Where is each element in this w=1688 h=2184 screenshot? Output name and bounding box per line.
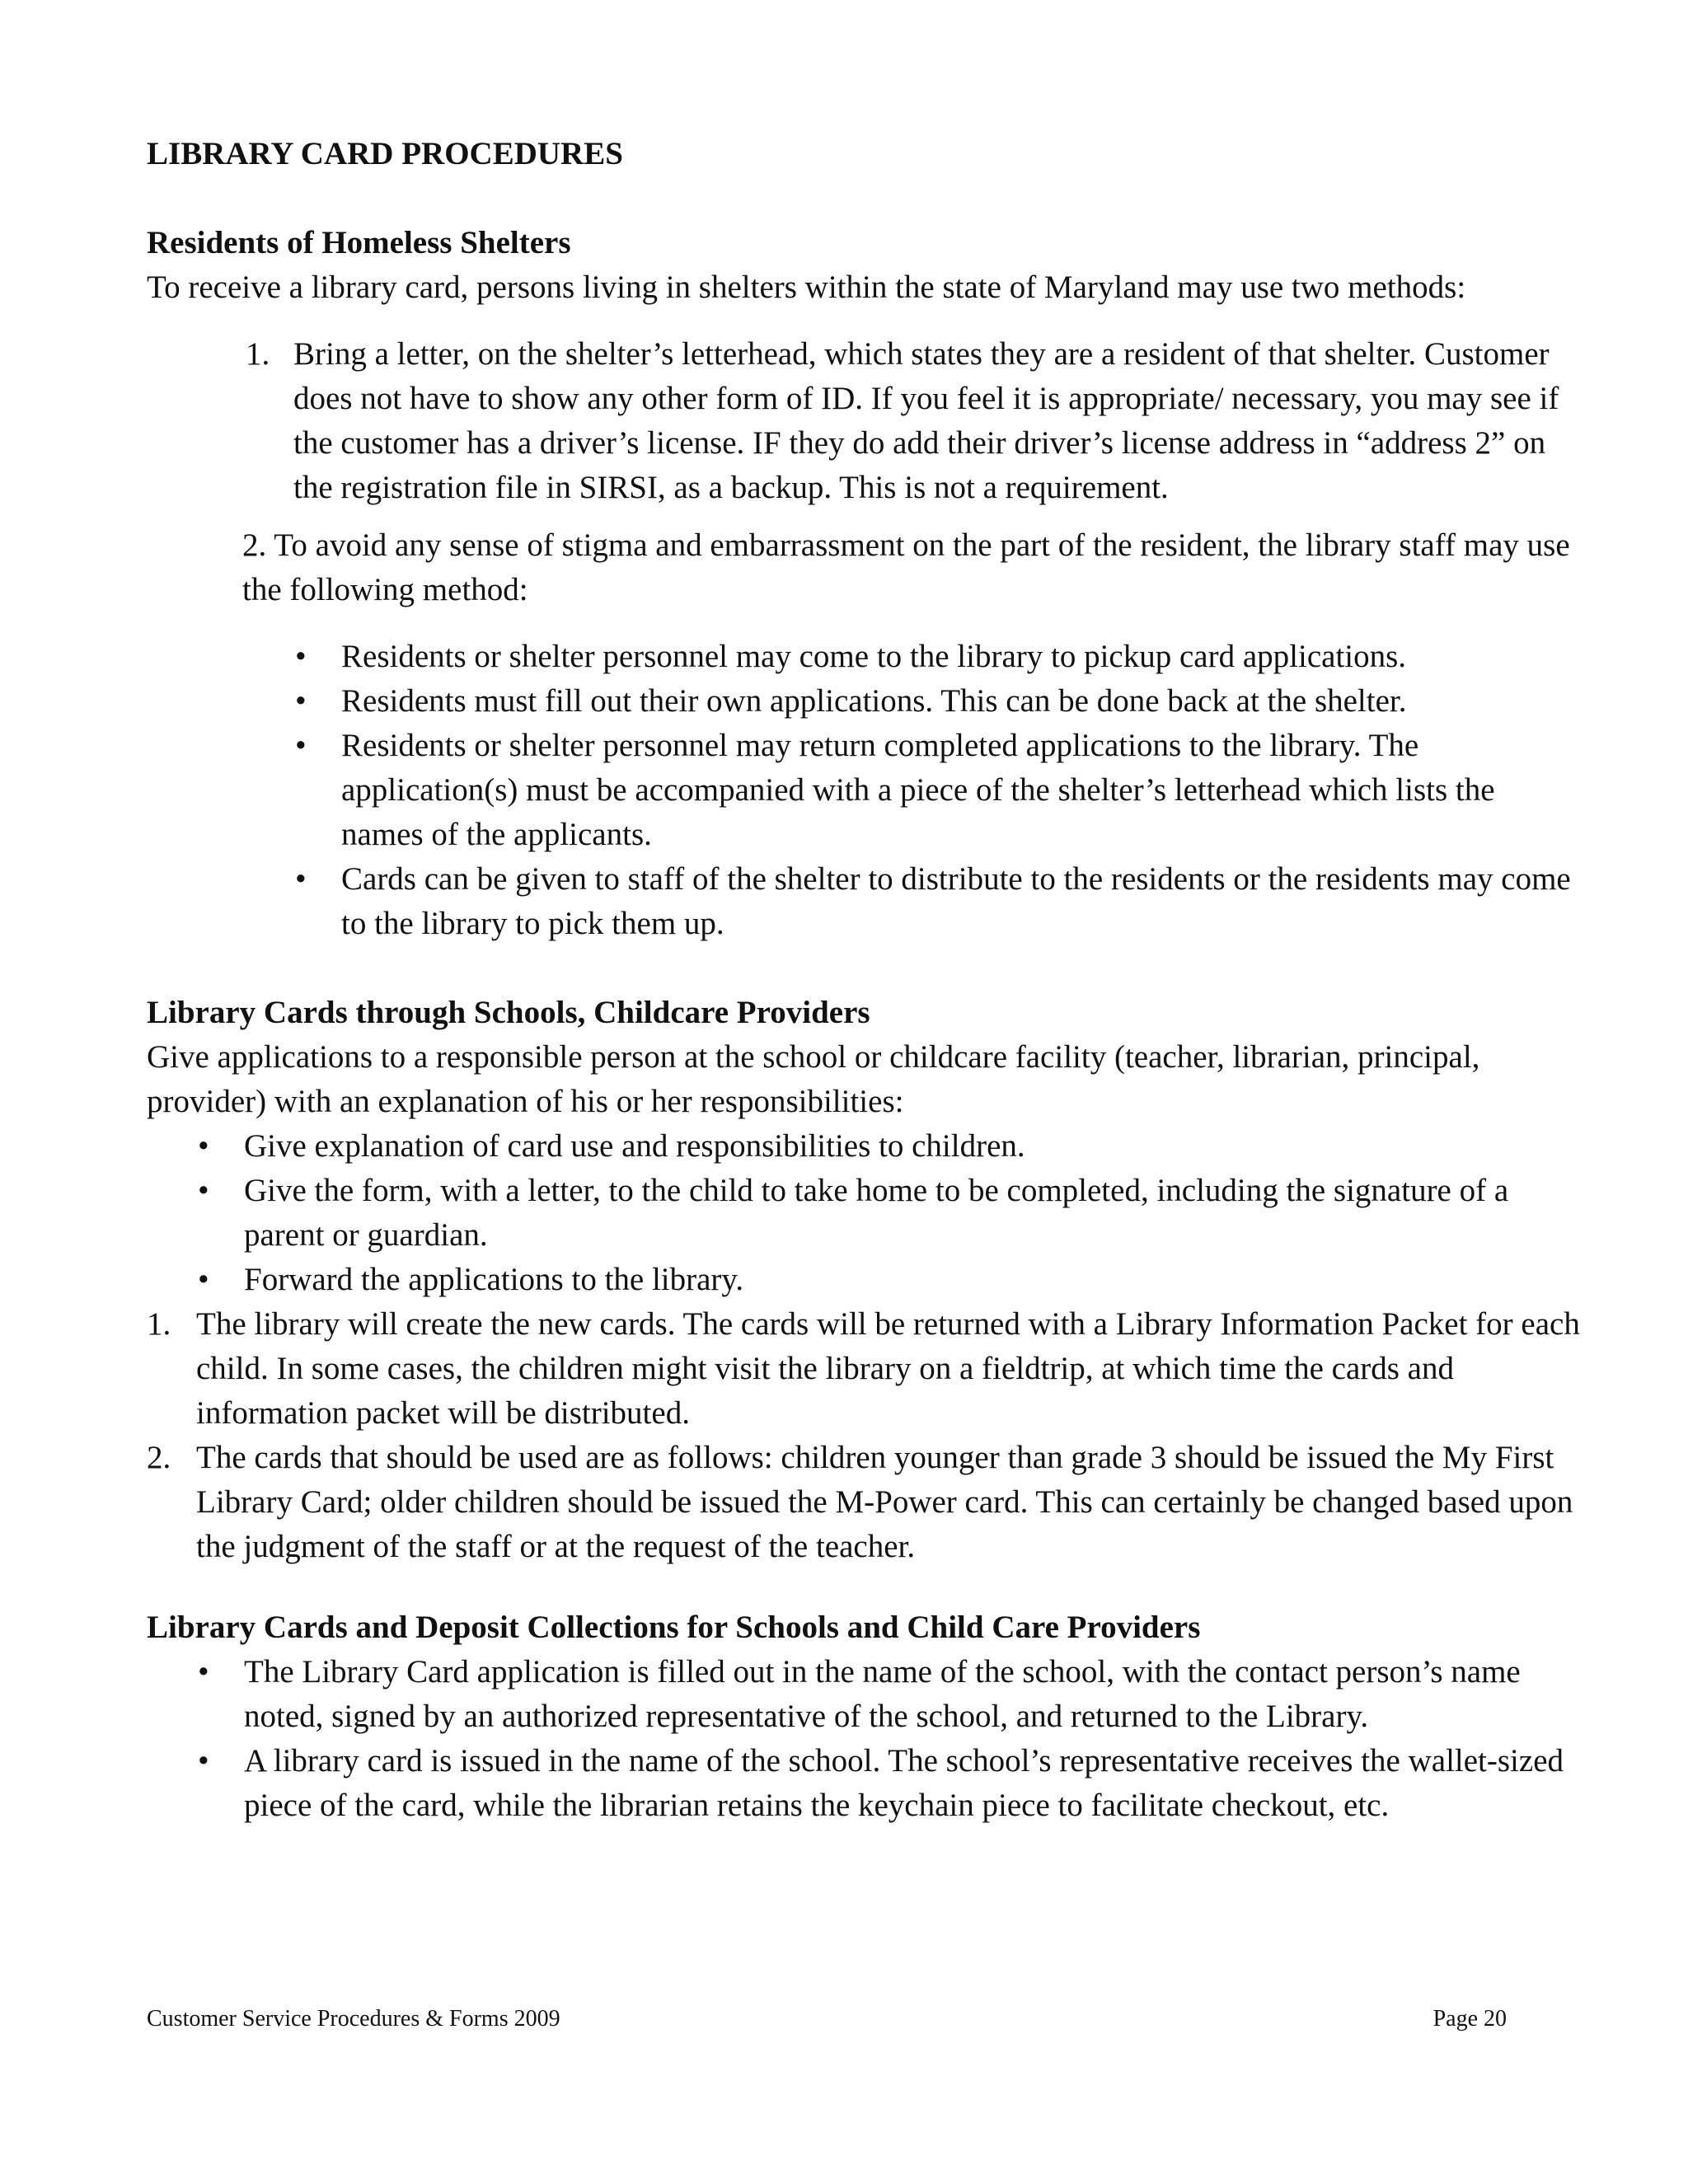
list-item-text: The library will create the new cards. The cards will be returned with a Library Information Packet for each child. In some cases, the children might visit the library on a fieldtrip, at which time the cards and information packet will be distributed. — [196, 1306, 1580, 1431]
shelters-bullet-list — [147, 635, 1581, 946]
bullet-icon: • — [198, 1654, 209, 1690]
document-page — [147, 132, 1581, 1872]
bullet-icon: • — [198, 1173, 209, 1208]
list-item — [147, 1124, 1581, 1169]
section-heading-deposit: Library Cards and Deposit Collections for Schools and Child Care Providers — [147, 1610, 1201, 1645]
bullet-icon: • — [295, 861, 307, 897]
list-item-text: Forward the applications to the library. — [244, 1262, 744, 1297]
list-item — [147, 1258, 1581, 1302]
section-heading-schools: Library Cards through Schools, Childcare Providers — [147, 995, 870, 1030]
list-item — [147, 1169, 1581, 1258]
list-item — [147, 635, 1581, 679]
shelters-method-2: 2. To avoid any sense of stigma and embarrassment on the part of the resident, the library staff may use the following method: — [242, 527, 1570, 607]
list-item-text: Residents or shelter personnel may come to the library to pickup card applications. — [341, 639, 1407, 674]
deposit-bullet-list — [147, 1650, 1581, 1828]
page-title: LIBRARY CARD PROCEDURES — [147, 136, 623, 171]
list-marker: 1. — [147, 1306, 171, 1342]
bullet-icon: • — [198, 1743, 209, 1779]
schools-bullet-list — [147, 1124, 1581, 1302]
list-item-text: The cards that should be used are as follows: children younger than grade 3 should be issued the My First Library Card; older children should be issued the M-Power card. This can certainly be changed based upon the judgment of the staff or at the request of the teacher. — [196, 1440, 1573, 1564]
shelters-intro: To receive a library card, persons living in shelters within the state of Maryland may use two methods: — [147, 269, 1466, 305]
list-item-text: The Library Card application is filled out in the name of the school, with the contact person’s name noted, signed by an authorized representative of the school, and returned to the Library. — [244, 1654, 1521, 1734]
list-item — [147, 1650, 1581, 1739]
list-item-text: Residents or shelter personnel may return completed applications to the library. The application(s) must be accompanied with a piece of the shelter’s letterhead which lists the names of the applicants. — [341, 728, 1495, 852]
list-item — [147, 1436, 1581, 1569]
bullet-icon: • — [295, 639, 307, 674]
list-item — [147, 1739, 1581, 1828]
list-item — [147, 1302, 1581, 1436]
section-heading-shelters: Residents of Homeless Shelters — [147, 225, 571, 260]
bullet-icon: • — [295, 683, 307, 719]
bullet-icon: • — [198, 1262, 209, 1297]
section-deposit-collections — [147, 1605, 1581, 1828]
list-item-text: Cards can be given to staff of the shelter to distribute to the residents or the residents may come to the library to pick them up. — [341, 861, 1571, 941]
list-item-text: Give explanation of card use and responsibilities to children. — [244, 1128, 1025, 1164]
footer-page-number: Page 20 — [1432, 2006, 1507, 2032]
footer-document-name: Customer Service Procedures & Forms 2009 — [147, 2006, 560, 2032]
list-item-text: A library card is issued in the name of the school. The school’s representative receives the wallet-sized piece of the card, while the librarian retains the keychain piece to facilitate checkout, etc. — [244, 1743, 1564, 1823]
shelters-method-1 — [147, 332, 1581, 510]
schools-intro: Give applications to a responsible person at the school or childcare facility (teacher, librarian, principal, provider) with an explanation of his or her responsibilities: — [147, 1039, 1480, 1119]
bullet-icon: • — [295, 728, 307, 763]
list-item-text: Residents must fill out their own applications. This can be done back at the shelter. — [341, 683, 1407, 719]
section-schools — [147, 991, 1581, 1569]
list-item-text: Give the form, with a letter, to the child to take home to be completed, including the signature of a parent or guardian. — [244, 1173, 1509, 1253]
page-footer — [147, 2004, 1507, 2034]
list-item — [147, 857, 1581, 946]
schools-numbered-list — [147, 1302, 1581, 1569]
list-marker: 2. — [147, 1440, 171, 1475]
list-item-text: Bring a letter, on the shelter’s letterhead, which states they are a resident of that shelter. Customer does not have to show any other form of ID. If you feel it is appropriate/ necessary, you may see if the customer has a driver’s license. IF they do add their driver’s license address in “address 2” on the registration file in SIRSI, as a backup. This is not a requirement. — [293, 336, 1559, 505]
list-item — [147, 724, 1581, 857]
list-item — [147, 679, 1581, 724]
section-shelters — [147, 221, 1581, 946]
list-marker: 1. — [246, 336, 270, 372]
bullet-icon: • — [198, 1128, 209, 1164]
